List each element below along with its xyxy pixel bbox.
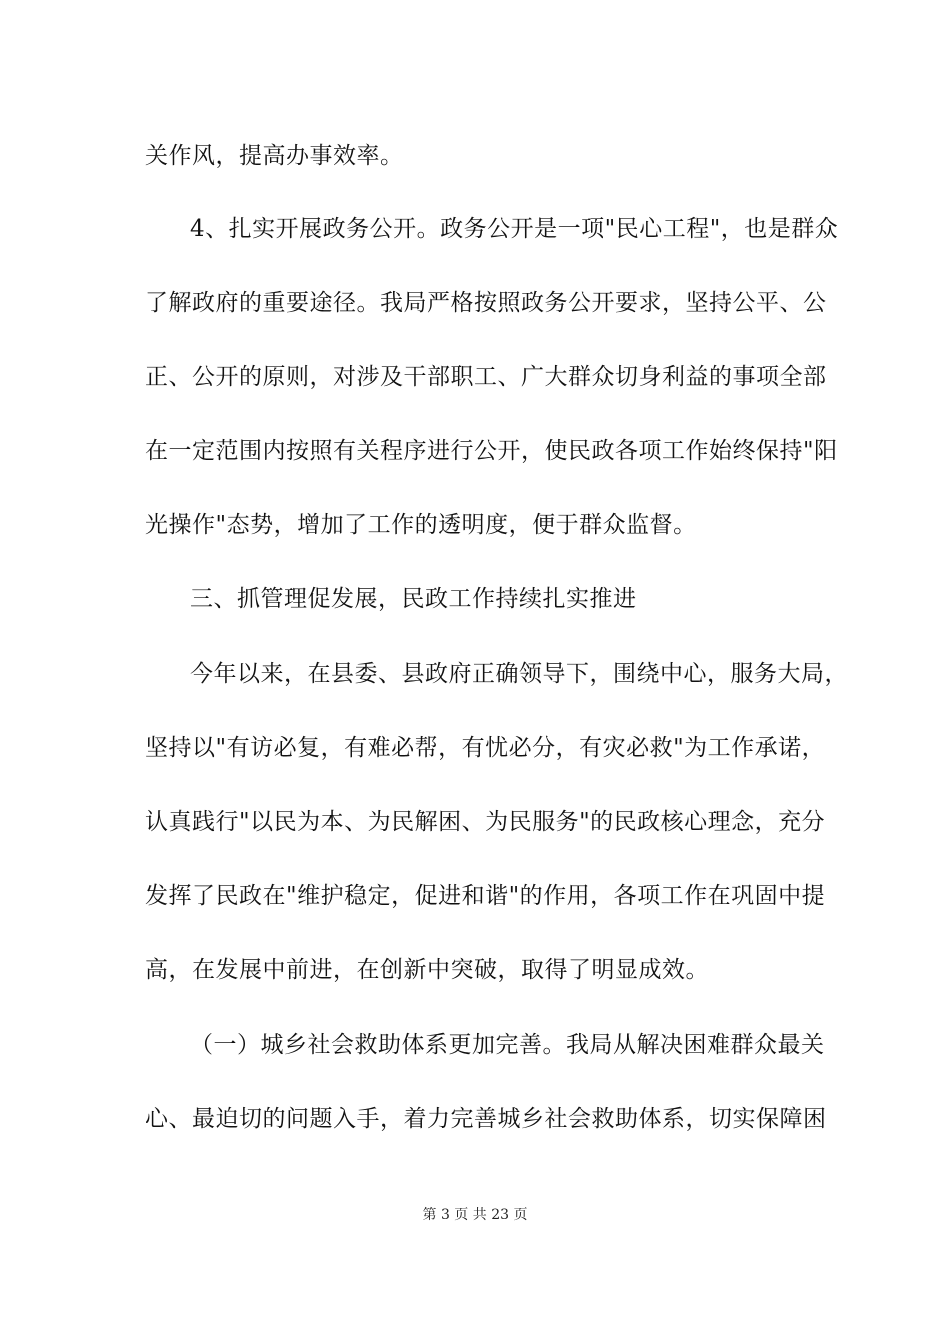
text-line: （一）城乡社会救助体系更加完善。我局从解决困难群众最关	[190, 1032, 825, 1058]
text-line: 了解政府的重要途径。我局严格按照政务公开要求，坚持公平、公	[145, 290, 827, 316]
text-line: 心、最迫切的问题入手，着力完善城乡社会救助体系，切实保障困	[145, 1106, 827, 1132]
page-number: 第 3 页 共 23 页	[422, 1207, 528, 1223]
text-line: 坚持以"有访必复，有难必帮，有忧必分，有灾必救"为工作承诺，	[145, 735, 826, 761]
text-line: 在一定范围内按照有关程序进行公开，使民政各项工作始终保持"阳	[145, 438, 838, 464]
text-line: 正、公开的原则，对涉及干部职工、广大群众切身利益的事项全部	[145, 364, 827, 390]
text-line: 4、扎实开展政务公开。政务公开是一项"民心工程"，也是群众	[190, 216, 839, 242]
text-line: 光操作"态势，增加了工作的透明度，便于群众监督。	[145, 512, 697, 538]
text-line: 认真践行"以民为本、为民解困、为民服务"的民政核心理念，充分	[145, 809, 826, 835]
text-line: 发挥了民政在"维护稳定，促进和谐"的作用，各项工作在巩固中提	[145, 883, 826, 909]
text-line: 今年以来，在县委、县政府正确领导下，围绕中心，服务大局，	[190, 661, 848, 687]
section-heading: 三、抓管理促发展，民政工作持续扎实推进	[190, 586, 637, 612]
text-line: 关作风，提高办事效率。	[145, 143, 404, 169]
text-line: 高，在发展中前进，在创新中突破，取得了明显成效。	[145, 957, 709, 983]
